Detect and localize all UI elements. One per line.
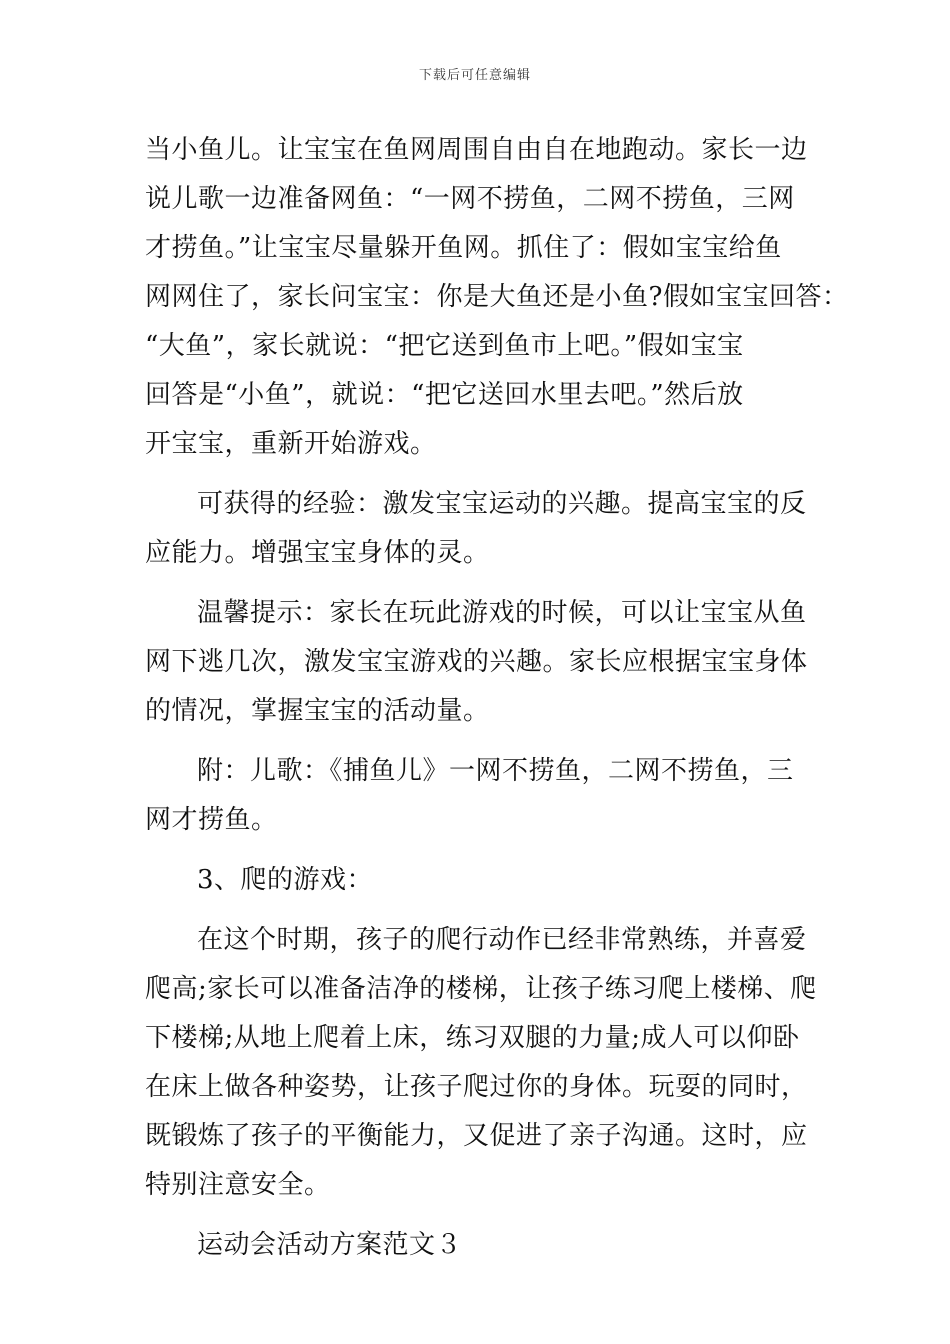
text-line: 下楼梯;从地上爬着上床，练习双腿的力量;成人可以仰卧	[145, 1023, 800, 1053]
text-line: 说儿歌一边准备网鱼：“一网不捞鱼，二网不捞鱼，三网	[145, 184, 795, 214]
paragraph-nursery-rhyme	[145, 747, 807, 845]
text-line: 网才捞鱼。	[145, 805, 278, 835]
text-line: 网下逃几次，激发宝宝游戏的兴趣。家长应根据宝宝身体	[145, 647, 808, 677]
text-line: 回答是“小鱼”，就说：“把它送回水里去吧。”然后放	[145, 380, 744, 410]
text-line: 才捞鱼。”让宝宝尽量躲开鱼网。抓住了：假如宝宝给鱼	[145, 233, 782, 263]
text-line: 温馨提示：家长在玩此游戏的时候，可以让宝宝从鱼	[197, 598, 807, 628]
text-line: 网网住了，家长问宝宝：你是大鱼还是小鱼?假如宝宝回答：	[145, 282, 849, 312]
text-line: 运动会活动方案范文３	[197, 1230, 463, 1260]
text-line: 附：儿歌：《捕鱼儿》一网不捞鱼，二网不捞鱼，三	[197, 756, 794, 786]
paragraph-crawling	[145, 916, 817, 1210]
paragraph-tips	[145, 589, 807, 736]
text-line: 爬高;家长可以准备洁净的楼梯，让孩子练习爬上楼梯、爬	[145, 974, 817, 1004]
text-line: 应能力。增强宝宝身体的灵。	[145, 538, 490, 568]
text-line: “大鱼”，家长就说：“把它送到鱼市上吧。”假如宝宝	[145, 331, 744, 361]
text-line: 3、爬的游戏：	[197, 865, 374, 895]
text-line: 的情况，掌握宝宝的活动量。	[145, 696, 490, 726]
text-line: 在这个时期，孩子的爬行动作已经非常熟练，并喜爱	[197, 925, 807, 955]
section-heading-crawling-game	[145, 856, 807, 905]
text-line: 在床上做各种姿势，让孩子爬过你的身体。玩耍的同时，	[145, 1072, 808, 1102]
paragraph-experience	[145, 480, 807, 578]
page-header: 下载后可任意编辑	[418, 68, 531, 83]
text-line: 当小鱼儿。让宝宝在鱼网周围自由自在地跑动。家长一边	[145, 135, 808, 165]
text-line: 既锻炼了孩子的平衡能力，又促进了亲子沟通。这时，应	[145, 1121, 808, 1151]
document-body	[145, 126, 849, 1270]
text-line: 特别注意安全。	[145, 1170, 331, 1200]
paragraph-game-continued	[145, 126, 849, 469]
text-line: 可获得的经验：激发宝宝运动的兴趣。提高宝宝的反	[197, 489, 807, 519]
section-title-sample-3	[145, 1221, 807, 1270]
text-line: 开宝宝，重新开始游戏。	[145, 429, 437, 459]
